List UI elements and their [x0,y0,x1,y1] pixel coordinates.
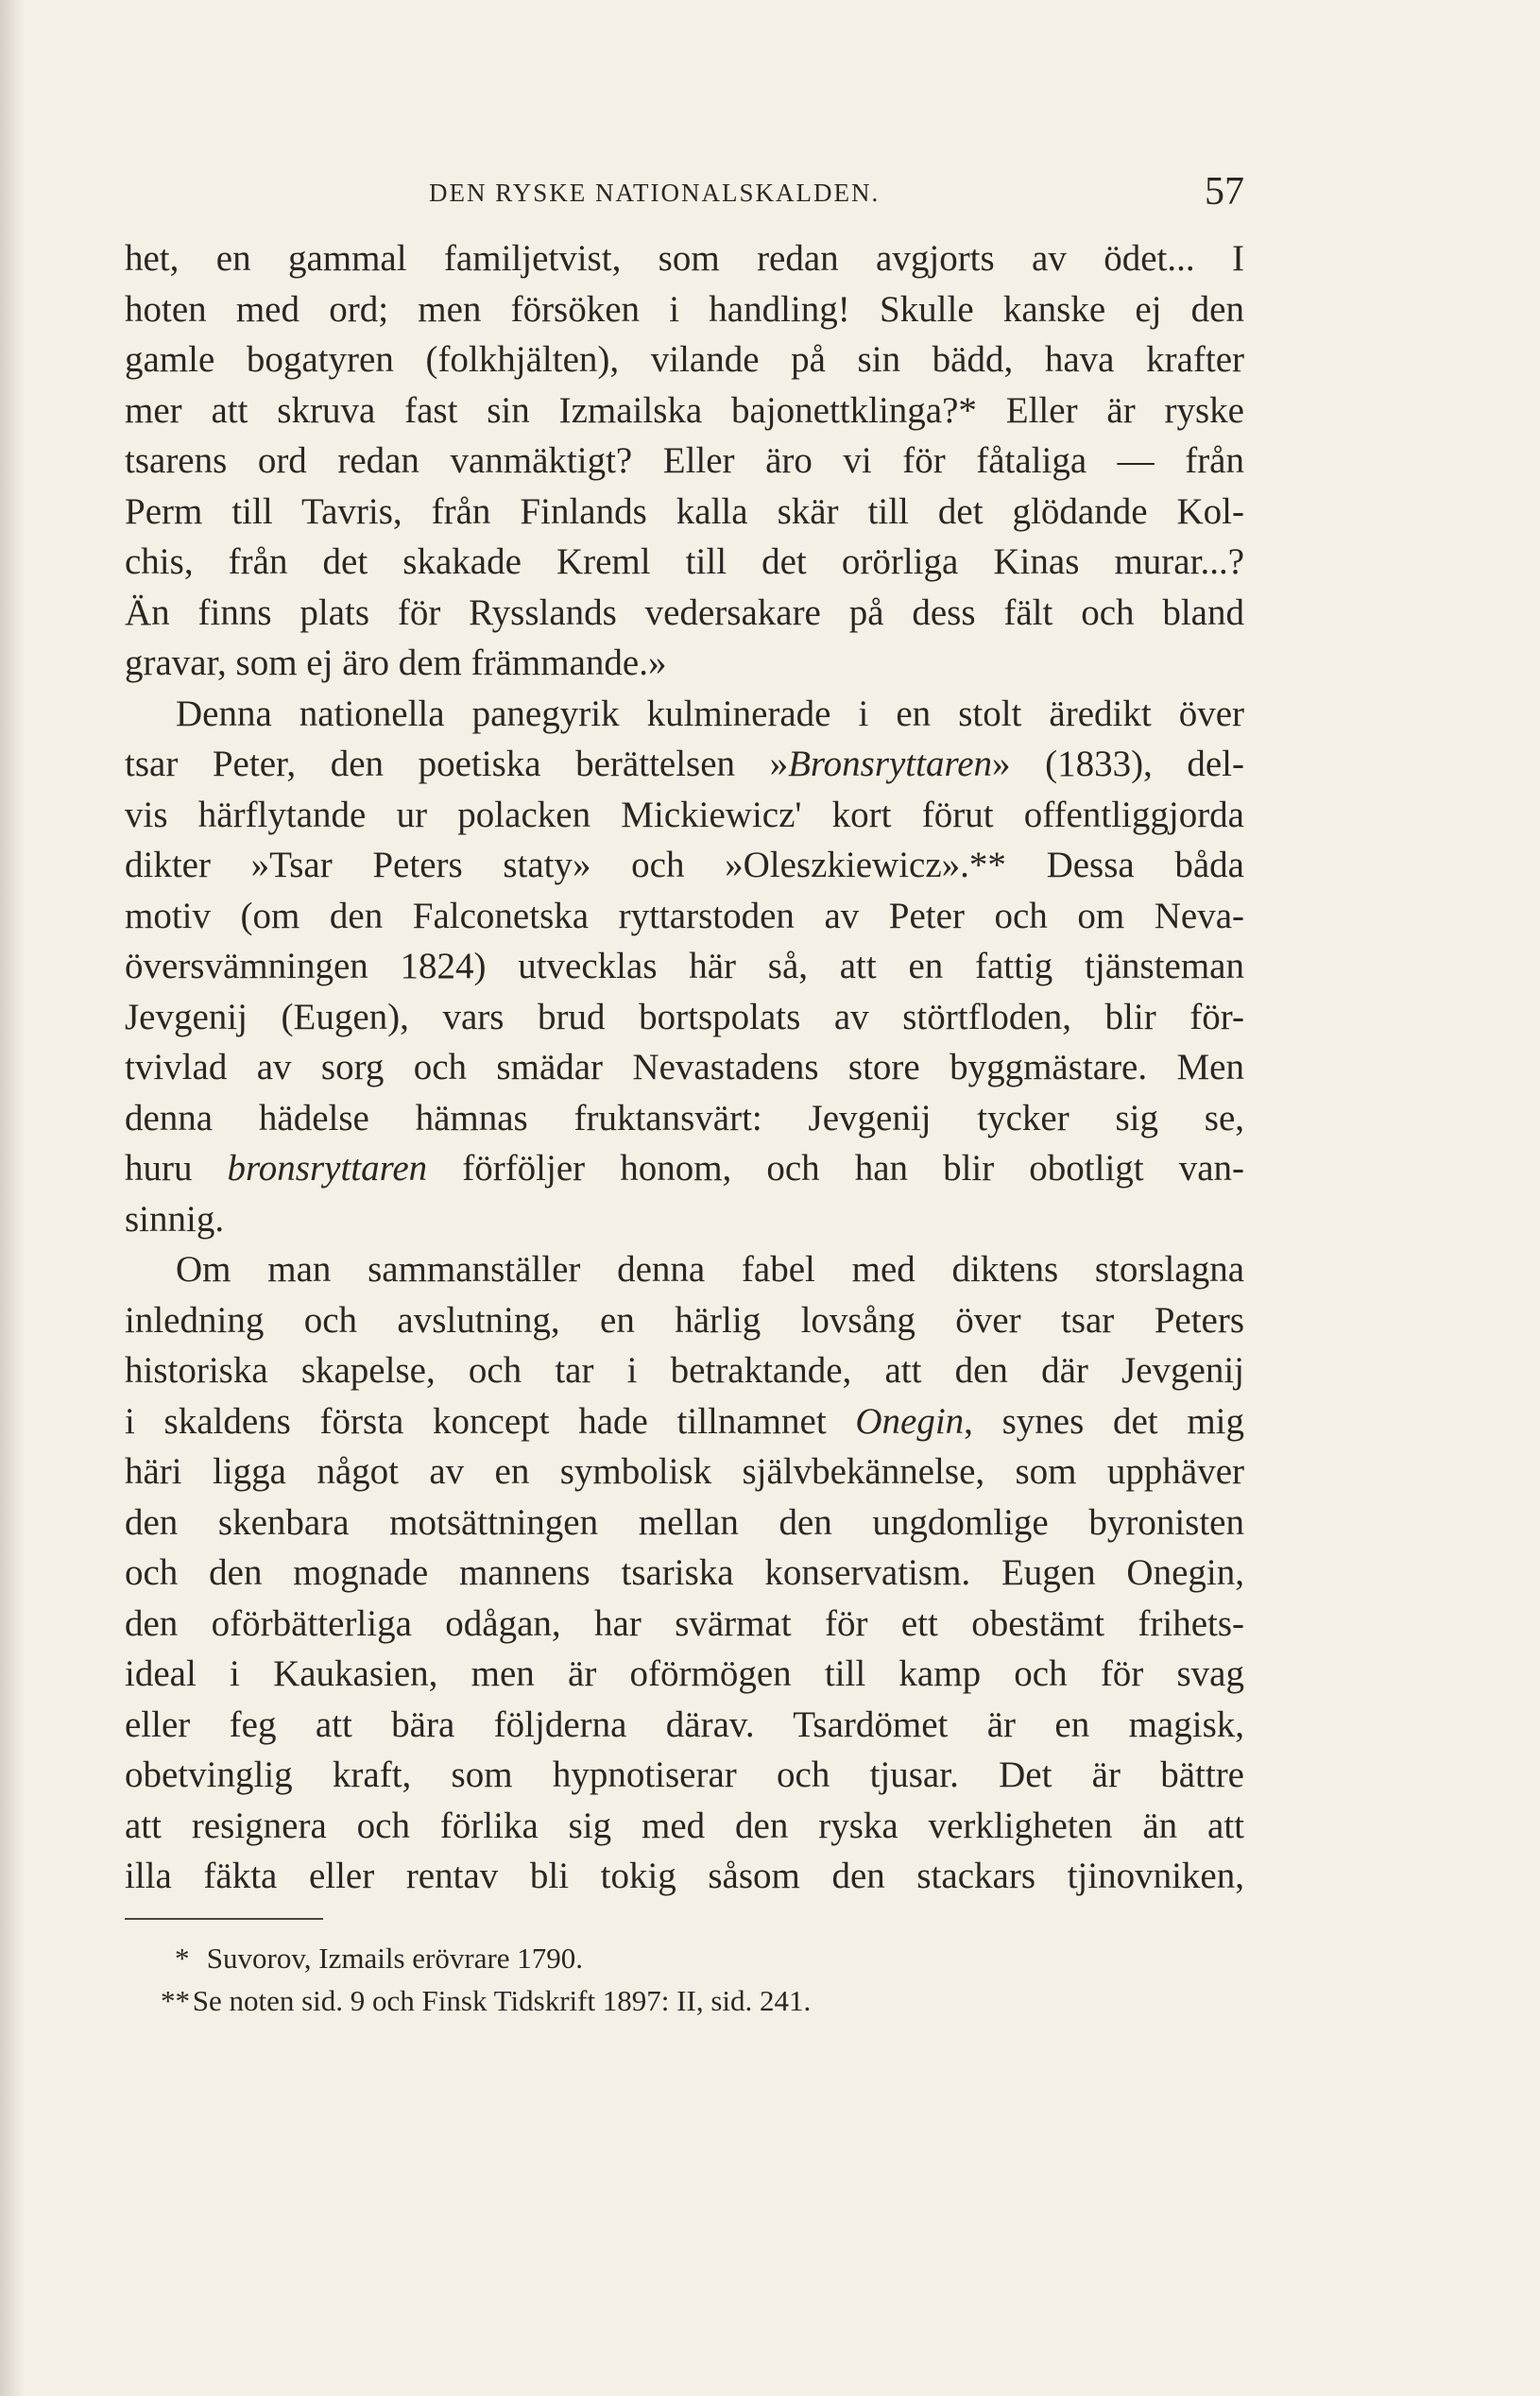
footnote-2 [125,1979,1244,2022]
text-line [125,739,1244,790]
footnotes [125,1937,1244,2022]
text-line: inledning och avslutning, en härlig lovsång över tsar Peters [125,1299,1244,1341]
work-title-bronsryttaren: Bronsryttaren [788,744,993,784]
footnote-marker: * [175,1942,190,1975]
footnote-divider [125,1918,323,1920]
text-line: gravar, som ej äro dem främmande.» [125,642,667,683]
text-line: het, en gammal familjetvist, som redan avgjorts av ödet... I [125,238,1244,279]
text-line [125,1143,1244,1194]
text-line: vis härflytande ur polacken Mickiewicz' kort förut offentliggjorda [125,794,1244,835]
text-line: översvämningen 1824) utvecklas här så, att en fattig tjänsteman [125,946,1244,986]
text-line: den oförbätterliga odågan, har svärmat för ett obestämt frihets- [125,1602,1244,1644]
text-line: Perm till Tavris, från Finlands kalla skär till det glödande Kol- [125,490,1244,532]
text-line: att resignera och förlika sig med den ryska verkligheten än att [125,1805,1244,1846]
text-segment: huru [125,1148,228,1189]
text-segment: förföljer honom, och han blir obotligt van- [427,1148,1244,1189]
text-line: och den mognade mannens tsariska konservatism. Eugen Onegin, [125,1552,1244,1593]
text-line: Än finns plats för Rysslands vedersakare på dess fält och bland [125,591,1244,633]
text-line: mer att skruva fast sin Izmailska bajonettklinga?* Eller är ryske [125,389,1244,431]
text-line: dikter »Tsar Peters staty» och »Oleszkiewicz».** Dessa båda [125,845,1244,885]
italic-onegin: Onegin [855,1400,965,1442]
text-line: häri ligga något av en symbolisk självbekännelse, som upphäver [125,1451,1244,1492]
footnote-text: Suvorov, Izmails erövrare 1790. [206,1942,584,1975]
text-line: tvivlad av sorg och smädar Nevastadens store byggmästare. Men [125,1047,1244,1087]
text-line: sinnig. [125,1198,225,1240]
text-line: Om man sammanställer denna fabel med diktens storslagna [176,1249,1244,1290]
text-segment: , synes det mig [964,1400,1245,1442]
text-line: denna hädelse hämnas fruktansvärt: Jevgenij tycker sig se, [125,1097,1244,1138]
text-line: obetvinglig kraft, som hypnotiserar och tjusar. Det är bättre [125,1754,1244,1795]
text-line: illa fäkta eller rentav bli tokig såsom den stackars tjinovniken, [125,1856,1244,1896]
text-line: motiv (om den Falconetska ryttarstoden av Peter och om Neva- [125,895,1244,936]
text-line: tsarens ord redan vanmäktigt? Eller äro vi för fåtaliga — från [125,440,1244,481]
running-title: DEN RYSKE NATIONALSKALDEN. [429,179,881,207]
page-number: 57 [1205,170,1244,214]
page-edge-shadow [0,0,25,2396]
text-line: den skenbara motsättningen mellan den ungdomlige byronisten [125,1501,1244,1543]
text-segment: i skaldens första koncept hade tillnamnet [125,1400,856,1442]
footnote-text: Se noten sid. 9 och Finsk Tidskrift 1897: II, sid. 241. [192,1984,812,2017]
running-header [125,170,1244,216]
text-line: chis, från det skakade Kreml till det orörliga Kinas murar...? [125,541,1244,582]
footnote-1 [125,1937,1244,1979]
text-line: hoten med ord; men försöken i handling! Skulle kanske ej den [125,288,1244,330]
body-text [125,233,1244,1902]
text-line: ideal i Kaukasien, men är oförmögen till kamp och för svag [125,1653,1244,1694]
footnote-marker: ** [161,1984,190,2017]
italic-bronsryttaren: bronsryttaren [227,1148,428,1189]
text-line: eller feg att bära följderna därav. Tsardömet är en magisk, [125,1703,1244,1745]
text-line [125,1396,1244,1447]
text-segment: » (1833), del- [992,744,1244,784]
text-line: Jevgenij (Eugen), vars brud bortspolats av störtfloden, blir för- [125,996,1244,1037]
text-line: gamle bogatyren (folkhjälten), vilande på sin bädd, hava krafter [125,339,1244,380]
text-line: historiska skapelse, och tar i betraktande, att den där Jevgenij [125,1350,1244,1391]
text-line: Denna nationella panegyrik kulminerade i en stolt äredikt över [176,693,1244,734]
text-segment: tsar Peter, den poetiska berättelsen » [125,744,789,784]
